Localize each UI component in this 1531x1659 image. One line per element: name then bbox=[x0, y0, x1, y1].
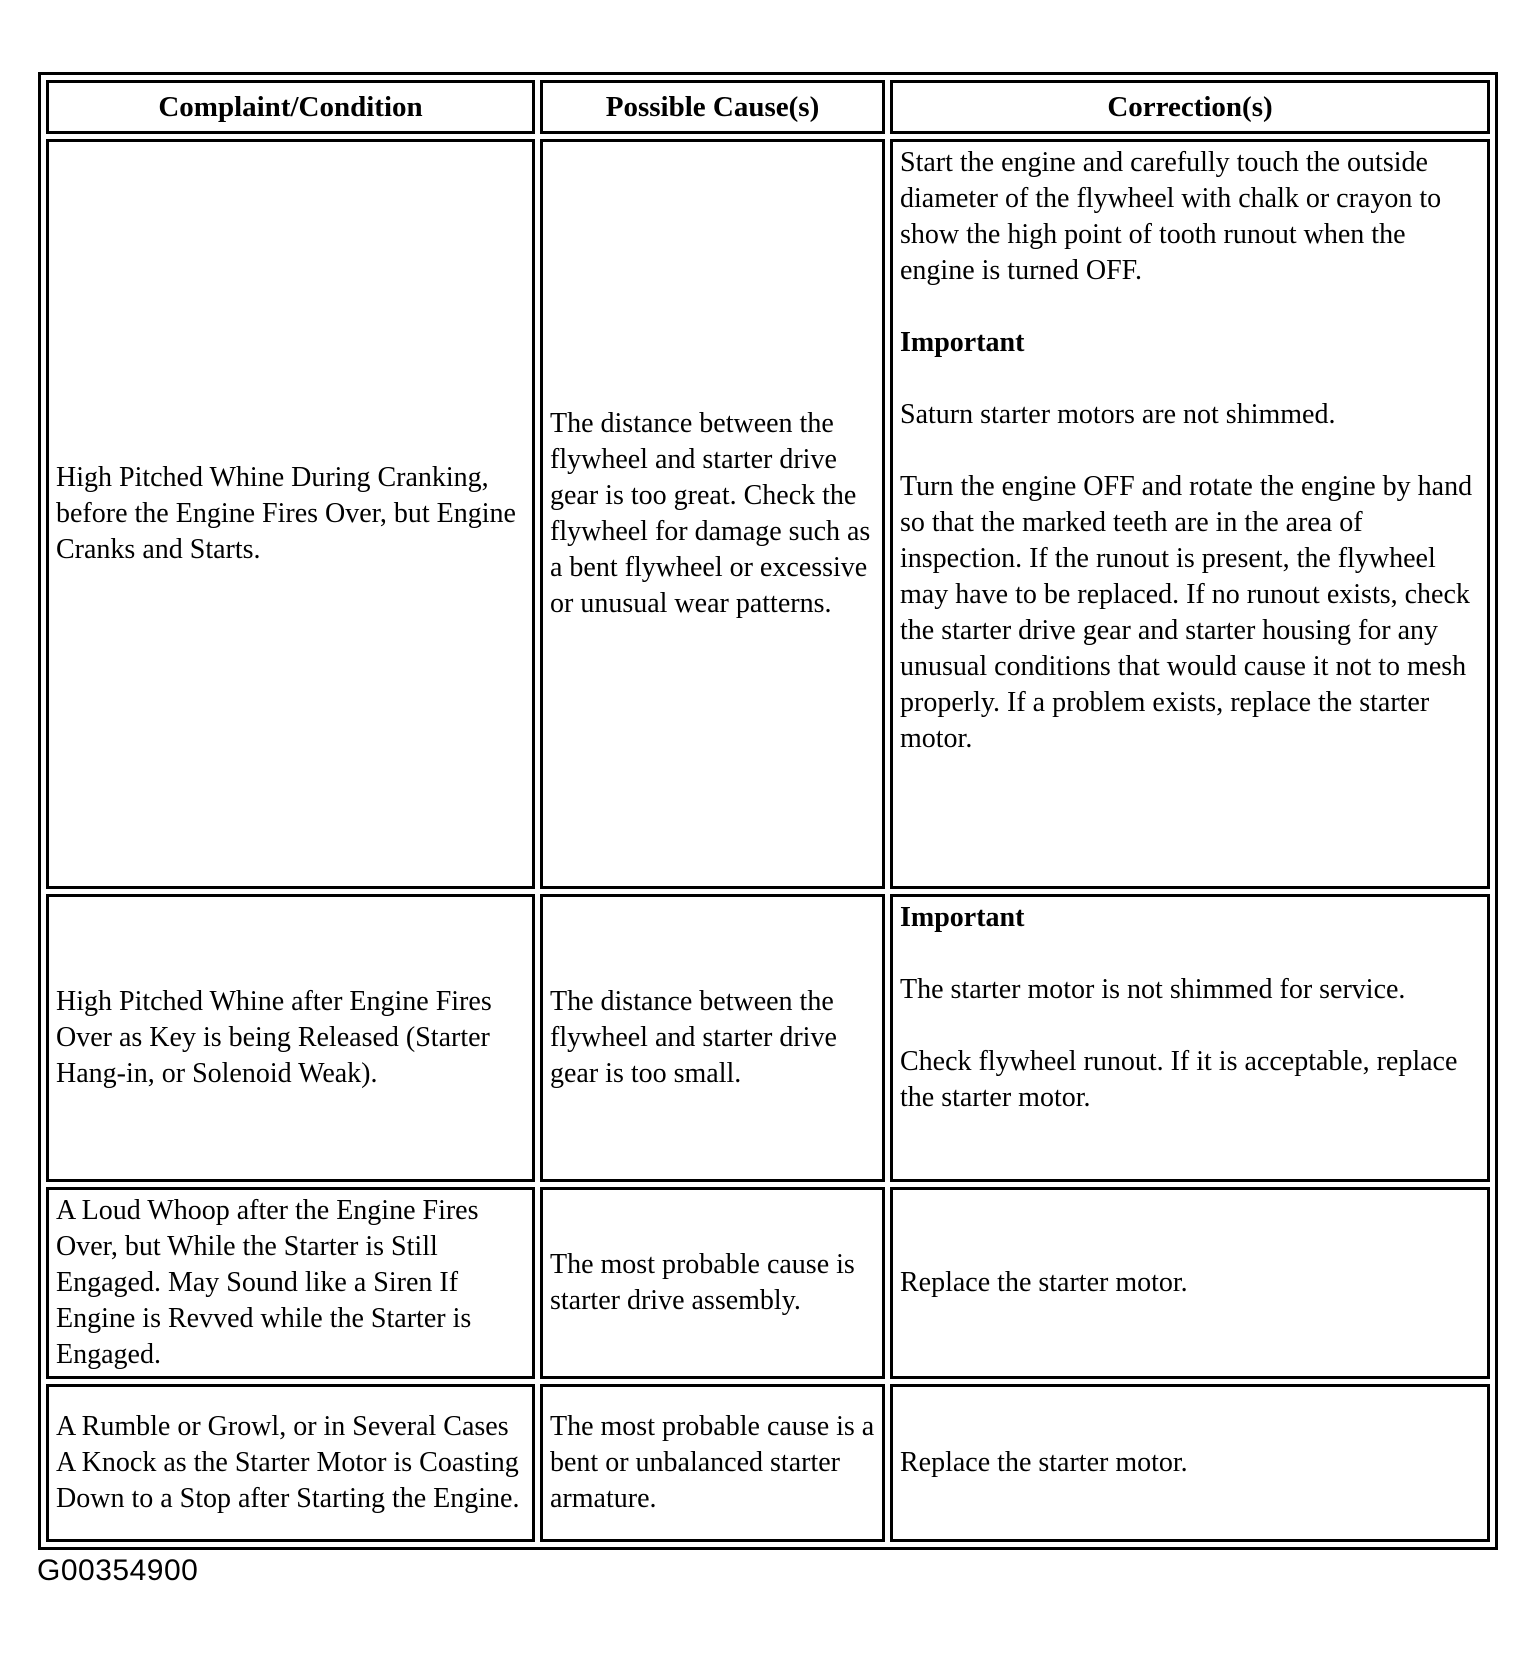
complaint-cell bbox=[46, 139, 535, 889]
column-header-correction: Correction(s) bbox=[890, 80, 1490, 134]
important-heading: Important bbox=[900, 327, 1025, 358]
table-row bbox=[46, 894, 1490, 1182]
cause-cell bbox=[540, 894, 885, 1182]
correction-cell bbox=[890, 894, 1490, 1182]
correction-paragraph: Saturn starter motors are not shimmed. bbox=[900, 399, 1336, 430]
complaint-cell bbox=[46, 1384, 535, 1542]
starter-diagnosis-table bbox=[38, 72, 1498, 1550]
complaint-text: High Pitched Whine after Engine Fires Over as Key is being Released (Starter Hang-in, or Solenoid Weak). bbox=[56, 986, 492, 1089]
complaint-cell bbox=[46, 1187, 535, 1379]
cause-cell bbox=[540, 1187, 885, 1379]
table-row bbox=[46, 1187, 1490, 1379]
correction-paragraph: Check flywheel runout. If it is acceptable, replace the starter motor. bbox=[900, 1046, 1458, 1113]
header-row bbox=[46, 80, 1490, 134]
correction-paragraph: Replace the starter motor. bbox=[900, 1447, 1188, 1478]
cause-cell bbox=[540, 1384, 885, 1542]
important-heading: Important bbox=[900, 902, 1025, 933]
cause-text: The distance between the flywheel and starter drive gear is too great. Check the flywheel for damage such as a bent flywheel or excessive or unusual wear patterns. bbox=[550, 408, 871, 619]
table-row bbox=[46, 139, 1490, 889]
cause-text: The distance between the flywheel and starter drive gear is too small. bbox=[550, 986, 837, 1089]
column-header-complaint: Complaint/Condition bbox=[46, 80, 535, 134]
correction-paragraph: Turn the engine OFF and rotate the engine by hand so that the marked teeth are in the area of inspection. If the runout is present, the flywheel may have to be replaced. If no runout exists, check the starter drive gear and starter housing for any unusual conditions that would cause it not to mesh properly. If a problem exists, replace the starter motor. bbox=[900, 471, 1473, 754]
correction-paragraph: Start the engine and carefully touch the outside diameter of the flywheel with chalk or crayon to show the high point of tooth runout when the engine is turned OFF. bbox=[900, 147, 1442, 286]
column-header-cause: Possible Cause(s) bbox=[540, 80, 885, 134]
correction-paragraph: The starter motor is not shimmed for service. bbox=[900, 974, 1406, 1005]
cause-text: The most probable cause is a bent or unbalanced starter armature. bbox=[550, 1411, 875, 1514]
correction-cell bbox=[890, 1187, 1490, 1379]
table-row bbox=[46, 1384, 1490, 1542]
complaint-text: A Rumble or Growl, or in Several Cases A Knock as the Starter Motor is Coasting Down to a Stop after Starting the Engine. bbox=[56, 1411, 520, 1514]
cause-text: The most probable cause is starter drive assembly. bbox=[550, 1249, 855, 1316]
correction-cell bbox=[890, 1384, 1490, 1542]
complaint-cell bbox=[46, 894, 535, 1182]
complaint-text: High Pitched Whine During Cranking, before the Engine Fires Over, but Engine Cranks and Starts. bbox=[56, 462, 516, 565]
cause-cell bbox=[540, 139, 885, 889]
complaint-text: A Loud Whoop after the Engine Fires Over, but While the Starter is Still Engaged. May Sound like a Siren If Engine is Revved while the Starter is Engaged. bbox=[56, 1195, 479, 1370]
correction-paragraph: Replace the starter motor. bbox=[900, 1267, 1188, 1298]
figure-id-label: G00354900 bbox=[37, 1554, 199, 1587]
correction-cell bbox=[890, 139, 1490, 889]
